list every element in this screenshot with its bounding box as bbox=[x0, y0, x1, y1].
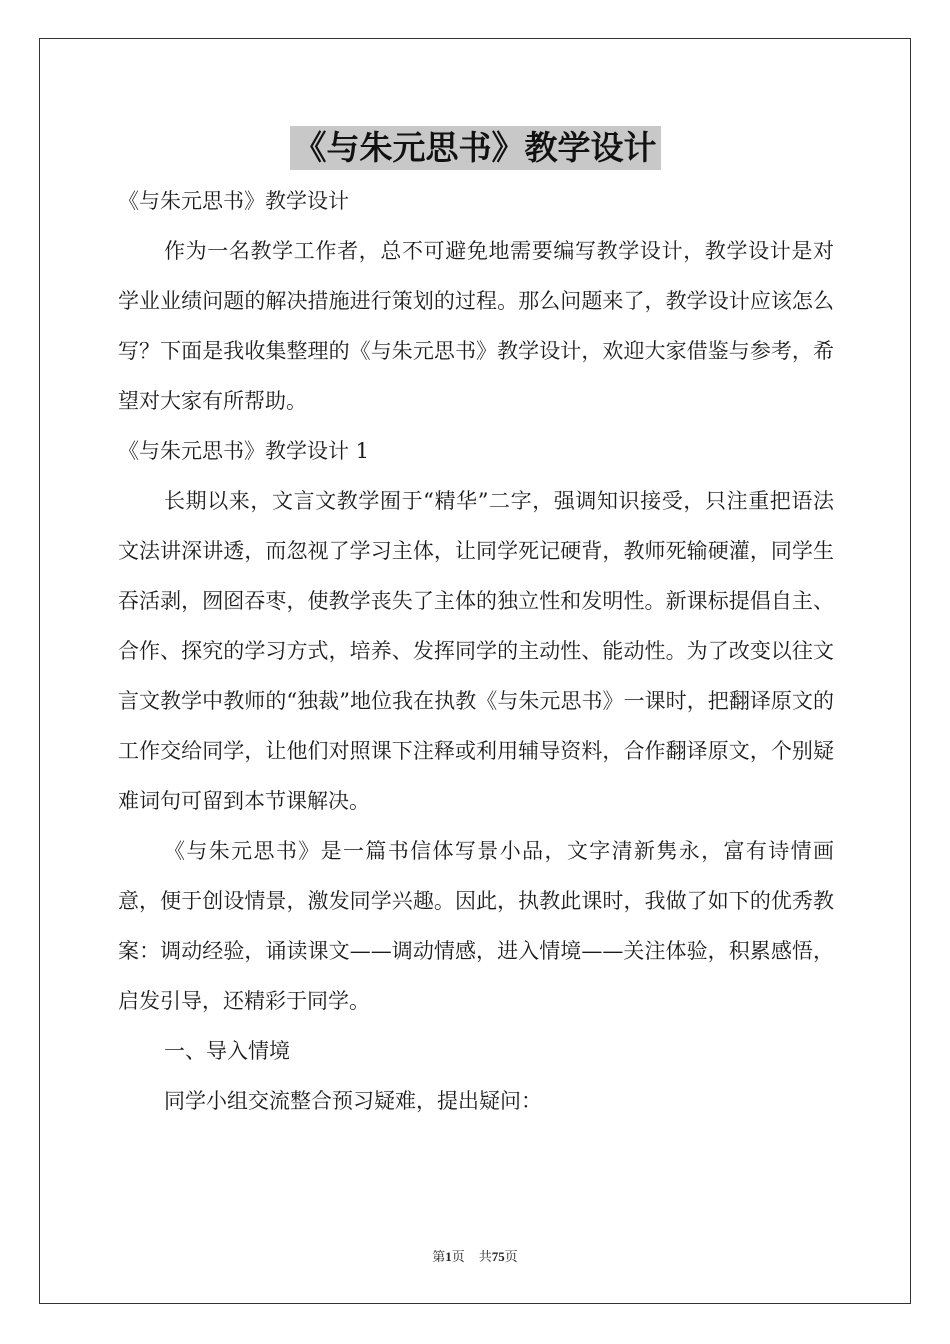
paragraph-intro: 作为一名教学工作者，总不可避免地需要编写教学设计，教学设计是对学业业绩问题的解决措施进行策划的过程。那么问题来了，教学设计应该怎么写？下面是我收集整理的《与朱元思书》教学设计，欢迎大家借鉴与参考，希望对大家有所帮助。 bbox=[118, 239, 834, 413]
total-prefix: 共 bbox=[478, 1249, 492, 1264]
page-suffix: 页 bbox=[451, 1249, 465, 1264]
total-suffix: 页 bbox=[504, 1249, 518, 1264]
total-pages: 75 bbox=[491, 1249, 505, 1264]
paragraph-body-3: 同学小组交流整合预习疑难，提出疑问： bbox=[164, 1089, 542, 1113]
document-title: 《与朱元思书》教学设计 bbox=[290, 126, 661, 170]
paragraph-body-2: 《与朱元思书》是一篇书信体写景小品，文字清新隽永，富有诗情画意，便于创设情景，激发同学兴趣。因此，执教此课时，我做了如下的优秀教案：调动经验，诵读课文——调动情感，进入情境——关注体验，积累感悟，启发引导，还精彩于同学。 bbox=[118, 839, 834, 1013]
paragraph-subtitle: 《与朱元思书》教学设计 bbox=[118, 189, 349, 213]
page-prefix: 第 bbox=[432, 1249, 446, 1264]
title-container bbox=[0, 126, 950, 170]
paragraph-heading-one: 一、导入情境 bbox=[164, 1039, 290, 1063]
document-body bbox=[118, 176, 834, 1126]
paragraph-body-1: 长期以来，文言文教学囿于“精华”二字，强调知识接受，只注重把语法文法讲深讲透，而忽视了学习主体，让同学死记硬背，教师死输硬灌，同学生吞活剥，囫囵吞枣，使教学丧失了主体的独立性和发明性。新课标提倡自主、合作、探究的学习方式，培养、发挥同学的主动性、能动性。为了改变以往文言文教学中教师的“独裁”地位我在执教《与朱元思书》一课时，把翻译原文的工作交给同学，让他们对照课下注释或利用辅导资料，合作翻译原文，个别疑难词句可留到本节课解决。 bbox=[118, 489, 834, 813]
page-footer bbox=[0, 1246, 950, 1265]
paragraph-section-heading: 《与朱元思书》教学设计 1 bbox=[118, 439, 370, 463]
page-number: 1 bbox=[445, 1249, 452, 1264]
